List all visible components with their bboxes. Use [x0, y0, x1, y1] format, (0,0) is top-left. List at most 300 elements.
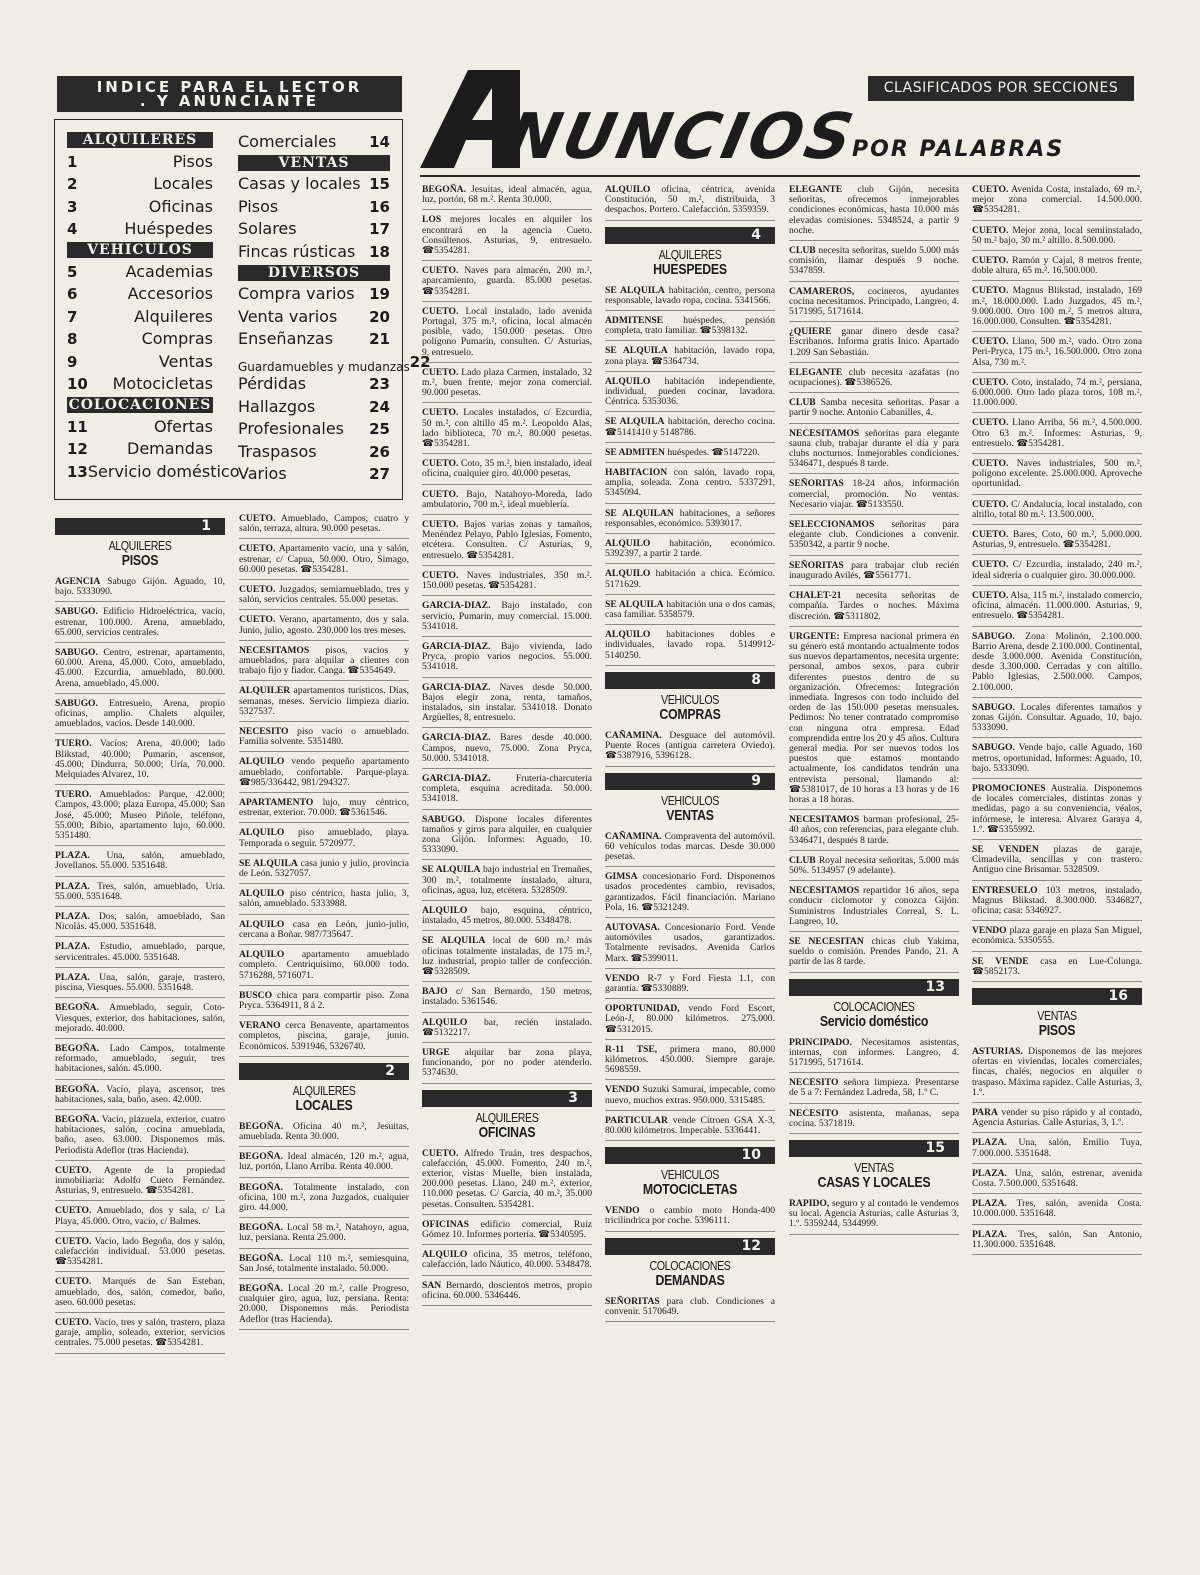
ad-text: habitación a chica. Ecómico. 5171629.: [605, 568, 775, 590]
section-header: [605, 1238, 775, 1289]
ad-keyword: CLUB: [789, 245, 816, 257]
section-title: VENTAS: [1037, 1007, 1077, 1023]
classified-ad: [239, 613, 409, 640]
ad-keyword: ALQUILO: [605, 629, 651, 641]
index-entry-number: 8: [67, 330, 78, 348]
index-entry[interactable]: [67, 195, 213, 218]
classified-ad: [605, 870, 775, 918]
ad-text: Dos, salón, amueblado, San Nicolás. 45.000. 5351648.: [55, 911, 225, 933]
classified-ad: [239, 1120, 409, 1147]
ad-text: Alsa, 115 m.², instalado comercio, oficina, almacén. 11.000.000. Asturias, 9, entresuelo. ☎5354281.: [972, 589, 1142, 622]
index-section-heading: ALQUILERES: [67, 132, 213, 148]
ad-keyword: CUETO.: [55, 1205, 92, 1217]
classified-ad: [239, 1019, 409, 1057]
ad-keyword: PARTICULAR: [605, 1114, 668, 1126]
ad-keyword: PLAZA.: [55, 971, 90, 983]
section-title: ALQUILERES: [658, 246, 722, 262]
classified-ad: [605, 567, 775, 594]
index-entry[interactable]: [67, 460, 240, 483]
ad-text: Bares, Coto, 60 m.², 5.000.000. Asturias, 9, entresuelo. ☎5354281.: [972, 529, 1142, 551]
section-title: VEHICULOS: [661, 1167, 719, 1183]
classified-ad: [239, 1181, 409, 1219]
column-1: [55, 512, 225, 1357]
index-entry[interactable]: [67, 283, 213, 306]
ad-keyword: BEGOÑA.: [422, 184, 466, 195]
ad-text: casa junio y julio, provincia de León. 5327057.: [239, 857, 409, 880]
ad-text: cerca Benavente, apartamentos completos, piscina, garaje, junio. Económicos. 5391946, 5326740.: [239, 1020, 409, 1052]
ad-keyword: CAÑAMINA.: [605, 729, 662, 741]
ad-keyword: ALQUILO: [605, 184, 651, 195]
ad-keyword: CLUB: [789, 854, 816, 866]
index-entry-label: Huéspedes: [124, 219, 213, 238]
ad-text: plaza garaje en plaza San Miguel, económica. 5350555.: [972, 925, 1142, 947]
index-entry[interactable]: [67, 260, 213, 283]
classified-ad: [605, 284, 775, 311]
classified-ad: [789, 589, 959, 627]
ad-text: club necesita azafatas (no ocupaciones). ☎5386526.: [789, 366, 959, 389]
ad-text: Naves industriales, 500 m.², polígono excelente. 25.000.000. Aproveche oportunidad.: [972, 458, 1142, 490]
ad-text: bajo industrial en Tremañes, 300 m.², totalmente instalado, altura, oficinas, agua, luz, etcétera. 5328509.: [422, 864, 592, 896]
ad-text: vender su piso rápido y al contado, Agencia Asturias. Calle Asturias, 3, 1.º.: [972, 1107, 1142, 1129]
classified-ad: [789, 813, 959, 851]
ad-text: Ramón y Cajal, 8 metros frente, doble altura, 65 m.². 16.500.000.: [972, 255, 1142, 277]
ad-keyword: GARCIA-DIAZ.: [422, 681, 491, 693]
classified-ad: [605, 507, 775, 534]
classified-ad: [55, 849, 225, 876]
ad-text: Compraventa del automóvil. 60 vehículos todas marcas. Desde 30.000 pesetas.: [605, 830, 775, 862]
ad-text: Lado plaza Carmen, instalado, 32 m.², buen frente, mejor zona comercial. 90.000 pesetas.: [422, 366, 592, 399]
column-6: [972, 183, 1142, 1258]
ad-keyword: VENDO: [605, 972, 640, 984]
classified-ad: [422, 772, 592, 810]
ad-text: Desguace del automóvil. Puente Roces (antigua carretera Oviedo). ☎5387916, 5396128.: [605, 729, 775, 762]
ad-text: oficina, 35 metros, teléfono, calefacción, lado Náutico, 40.000. 5348478.: [422, 1249, 592, 1271]
ad-keyword: BEGOÑA.: [55, 1002, 99, 1014]
classified-ad: [605, 1295, 775, 1322]
section-number-bar: [605, 773, 775, 790]
ad-keyword: CUETO.: [422, 458, 459, 470]
classified-ad: [972, 254, 1142, 281]
ad-text: huéspedes. ☎5147220.: [664, 446, 760, 458]
ad-keyword: AGENCIA: [55, 576, 101, 587]
ad-text: Tres, salón, San Antonio, 11.300.000. 5351648.: [972, 1228, 1142, 1250]
ad-keyword: SABUGO.: [55, 647, 98, 659]
ad-text: R-7 y Ford Fiesta 1.1, con garantía. ☎5330889.: [605, 972, 775, 994]
ad-keyword: SEÑORITAS: [789, 478, 844, 490]
ad-text: bar, recién instalado. ☎5132217.: [422, 1016, 592, 1038]
ad-keyword: ALQUILO: [422, 1249, 468, 1261]
ad-text: casa en Lue-Colunga. ☎5852173.: [972, 955, 1142, 977]
index-entry-number: 13: [67, 462, 88, 481]
ad-text: Jesuitas, ideal almacén, agua, luz, portón, 68 m.². Renta 30.000.: [422, 184, 592, 206]
ad-text: seguro y al contado le vendemos su local. Agencia Asturias, calle Asturias 3, 1.º. 5359244, 5344999.: [789, 1198, 959, 1230]
ad-keyword: CUETO.: [972, 376, 1009, 388]
section-subtitle: CASAS Y LOCALES: [817, 1174, 931, 1192]
ad-text: Local instalado, lado avenida Portugal, 375 m.², oficina, local almacén posible, vado, 150.000 pesetas. Otro polígono Pumarín, consulten. C/ Asturias, 9, entresuelo.: [422, 305, 592, 358]
ad-text: Bajo, Natahoyo-Moreda, lado ambulatorio, 700 m.², ideal mueblería.: [422, 488, 592, 510]
classified-ad: [789, 1076, 959, 1103]
ad-keyword: RAPIDO,: [789, 1198, 830, 1210]
index-entry-number: 20: [369, 307, 390, 326]
classified-ad: [422, 681, 592, 729]
ad-keyword: ALQUILER: [239, 685, 291, 697]
section-header: [972, 988, 1142, 1039]
ad-keyword: NECESITAMOS: [789, 885, 860, 897]
classified-ad: [972, 183, 1142, 221]
classified-ad: [789, 477, 959, 515]
ad-keyword: CUETO.: [422, 265, 459, 277]
section-header: [239, 1063, 409, 1114]
classified-ad: [55, 737, 225, 785]
index-entry-number: 26: [369, 442, 390, 461]
index-entry-label: Pisos: [172, 151, 213, 171]
ad-text: barman profesional, 25-40 años, con referencias, para elegante club. 5346471, después 8 tarde.: [789, 814, 959, 846]
classified-ad: [55, 880, 225, 907]
classified-ad: [422, 305, 592, 363]
classified-ad: [972, 1106, 1142, 1133]
classified-ad: [789, 183, 959, 241]
ad-keyword: VERANO: [239, 1020, 281, 1032]
ad-text: plazas de garaje, Cimadevilla, sencillas y con trastero. Antiguo cine Brisamar. 5328509.: [972, 843, 1142, 876]
ad-text: Necesitamos asistentas, internas, con informes. Langreo, 4. 5171995, 5171614.: [789, 1036, 959, 1068]
section-number-bar: [605, 1238, 775, 1255]
index-entry[interactable]: [238, 130, 390, 153]
classified-ad: [605, 729, 775, 767]
index-entry-label: Hallazgos: [238, 396, 316, 416]
classified-ad: [789, 854, 959, 881]
index-entry[interactable]: [238, 173, 390, 196]
ad-keyword: CUETO.: [422, 407, 459, 419]
ad-keyword: PLAZA.: [55, 911, 90, 923]
ad-keyword: BEGOÑA.: [239, 1222, 283, 1234]
index-entry[interactable]: [238, 373, 390, 396]
classified-ad: [605, 1002, 775, 1040]
classified-ad: [605, 921, 775, 969]
index-entry[interactable]: [238, 418, 390, 441]
ad-keyword: SELECCIONAMOS: [789, 519, 875, 531]
index-entry-label: Varios: [238, 464, 287, 483]
ad-keyword: APARTAMENTO: [239, 797, 314, 809]
classified-ad: [605, 830, 775, 868]
ad-keyword: CUETO.: [422, 569, 459, 581]
classified-ad: [789, 244, 959, 282]
index-entry[interactable]: [238, 218, 390, 241]
index-entry[interactable]: [67, 350, 213, 373]
classified-ad: [239, 542, 409, 580]
classified-ad: [972, 335, 1142, 373]
ad-text: Entresuelo, Arena, propio oficinas, amplio. Chalets alquiler, amueblados, vacíos. Desde 140.000.: [55, 697, 225, 730]
section-header: [789, 1140, 959, 1191]
ad-text: piso amueblado, playa. Temporada o seguir. 5720977.: [239, 827, 409, 849]
section-number: 16: [1108, 987, 1128, 1004]
classified-ad: [239, 684, 409, 722]
ad-keyword: CAÑAMINA.: [605, 830, 662, 842]
ad-keyword: BEGOÑA.: [239, 1120, 283, 1132]
section-header: [422, 1090, 592, 1141]
index-entry-label: Ofertas: [153, 416, 213, 436]
section-title: ALQUILERES: [108, 538, 172, 553]
ad-keyword: CUETO.: [972, 498, 1009, 510]
classified-ad: [422, 569, 592, 596]
ad-text: vendo pequeño apartamento amueblado, confortable. Parque-playa. ☎985/336442, 981/294327.: [239, 756, 409, 788]
ad-keyword: ALQUILO: [605, 375, 651, 387]
ad-text: Naves desde 50.000. Bajos elegir zona, renta, tamaños, instalados, sin instalar. 5341018. Donato Argüelles, 8, entresuelo.: [422, 681, 592, 724]
ad-keyword: BEGOÑA.: [55, 1042, 99, 1054]
ad-text: Locales diferentes tamaños y zonas Gijón. Consultar. Aguado, 10, bajo. 5333090.: [972, 701, 1142, 734]
ad-keyword: GARCIA-DIAZ.: [422, 640, 491, 652]
index-entry[interactable]: [67, 305, 213, 328]
classified-ad: [605, 183, 775, 221]
ad-keyword: CUETO.: [972, 559, 1009, 571]
classified-ad: [605, 1114, 775, 1141]
section-title: COLOCACIONES: [649, 1257, 731, 1273]
ad-keyword: ALQUILO: [239, 949, 285, 961]
ad-text: Australia. Disponemos de locales comerciales, distintas zonas y medidas, pago a su conveniencia, véalos, infórmese, le interesa. Alvarez Garaya 4, 1.º. ☎5355992.: [972, 782, 1142, 835]
index-entry[interactable]: [238, 395, 390, 418]
ad-keyword: ADMITENSE: [605, 315, 664, 327]
ad-keyword: ALQUILO: [605, 538, 651, 550]
section-tag: CLASIFICADOS POR SECCIONES: [868, 76, 1134, 101]
ad-text: Local 58 m.², Natahoyo, agua, luz, persiana. Renta 25.000.: [239, 1222, 409, 1244]
classified-ad: [55, 697, 225, 735]
classified-ad: [55, 1316, 225, 1354]
section-number-bar: [239, 1063, 409, 1080]
ad-text: cocineros, ayudantes cocina necesitamos. Principado, Langreo, 4. 5171995, 5171614.: [789, 285, 959, 318]
section-header: [605, 227, 775, 278]
classified-ad: [422, 1046, 592, 1084]
index-entry-number: 5: [67, 262, 78, 281]
index-entry-number: 4: [67, 220, 78, 238]
index-box: [54, 119, 431, 500]
classified-ad: [239, 644, 409, 682]
classified-ad: [55, 940, 225, 967]
classified-ad: [972, 498, 1142, 525]
ad-text: Samba necesita señoritas. Pasar a partir 9 noche. Antonio Cabanilles, 4.: [789, 397, 959, 419]
ad-text: oficina, céntrica, avenida Constitución, 50 m.², distribuida, 3 despachos. Portero. Calefacción. 5359359.: [605, 184, 775, 216]
index-entry[interactable]: [238, 283, 390, 306]
index-entry[interactable]: [67, 218, 213, 241]
ad-keyword: SE VENDE: [972, 955, 1029, 967]
classified-ad: [55, 1113, 225, 1161]
ad-text: casa en León, junio-julio, cercana a Boñar. 987/735647.: [239, 918, 409, 940]
index-entry[interactable]: [238, 440, 390, 463]
classified-ad: [239, 796, 409, 823]
index-entry[interactable]: [238, 305, 390, 328]
index-entry[interactable]: [67, 328, 213, 351]
index-section-heading: DIVERSOS: [238, 265, 390, 281]
index-entry[interactable]: [238, 240, 390, 263]
index-entry-number: 18: [369, 242, 390, 261]
ad-text: Oficina 40 m.², Jesuitas, amueblada. Renta 30.000.: [239, 1120, 409, 1142]
ad-keyword: CAMAREROS,: [789, 285, 855, 297]
classified-ad: [55, 575, 225, 602]
ad-keyword: ¿QUIERE: [789, 326, 832, 338]
ad-text: c/ San Bernardo, 150 metros, instalado. 5361546.: [422, 986, 592, 1008]
ad-text: Locales instalados, c/ Ezcurdia, 50 m.², con altillo 45 m.². Leopoldo Alas, lado biblioteca, 70 m.². 80.000 pesetas. ☎5354281.: [422, 407, 592, 450]
ad-text: con salón, lavado ropa, amplia, soleada. Zona centro. 5337291, 5345094.: [605, 467, 775, 499]
big-a-letter: A: [420, 70, 421, 71]
ad-keyword: NECESITO: [239, 726, 289, 738]
index-entry[interactable]: [67, 173, 213, 196]
section-subtitle: OFICINAS: [478, 1123, 536, 1141]
ad-text: Edificio Hidroeléctrica, vacío, estrenar, 100.000. Arena, amueblado, 65.000, servicios centrales.: [55, 606, 225, 638]
classified-ad: [972, 1136, 1142, 1163]
ad-text: Amueblado, dos y sala, c/ La Playa, 45.000. Otro, vacío, c/ Balmes.: [55, 1205, 225, 1227]
ad-keyword: CUETO.: [972, 255, 1009, 267]
index-entry-number: 6: [67, 285, 78, 303]
ad-text: habitación, derecho cocina. ☎5141410 y 5148786.: [605, 416, 775, 438]
index-entry-label: Academias: [125, 261, 213, 281]
ad-text: Coto, instalado, 74 m.², persiana, 6.000.000. Otro lado plaza toros, 108 m.², 11.000.000.: [972, 376, 1142, 409]
classified-ad: [239, 755, 409, 793]
ad-keyword: R-11 TSE,: [605, 1043, 658, 1055]
section-number: 13: [925, 978, 945, 995]
index-left-column: [67, 130, 240, 483]
index-entry-label: Compra varios: [238, 284, 355, 303]
ad-keyword: URGENTE:: [789, 630, 840, 642]
ad-keyword: SE ALQUILA: [605, 345, 668, 357]
section-number-bar: [972, 988, 1142, 1005]
index-entry-number: 22: [409, 352, 431, 371]
classified-ad: [789, 559, 959, 586]
ad-text: Vacío, lado Begoña, dos y salón, calefacción individual. 53.000 pesetas. ☎5354281.: [55, 1235, 225, 1268]
ad-keyword: PLAZA.: [972, 1167, 1007, 1179]
classified-ad: [972, 924, 1142, 951]
ad-keyword: NECESITAMOS: [789, 427, 860, 439]
ad-keyword: HABITACION: [605, 467, 668, 479]
ad-text: piso vacío o amueblado. Familia solvente. 5351480.: [239, 726, 409, 748]
ad-text: señoritas para elegante club. Condiciones a convenir. 5350342, a partir 9 noche.: [789, 519, 959, 551]
classified-ad: [972, 884, 1142, 922]
classified-ad: [239, 1221, 409, 1248]
ad-text: Bajos varias zonas y tamaños, Menéndez Pelayo, Pablo Iglesias, Fomento, etcétera. Consulten. C/ Asturias, 9, entresuelo. ☎5354281.: [422, 519, 592, 561]
classified-ad: [422, 406, 592, 454]
index-entry-label: Guardamuebles y mudanzas: [238, 359, 410, 374]
ad-text: huéspedes, pensión completa, trato familiar. ☎5398132.: [605, 315, 775, 337]
ad-text: Vende bajo, calle Aguado, 160 metros, oportunidad. Informes: Aguado, 10, bajo. 5333090.: [972, 742, 1142, 774]
index-entry[interactable]: [238, 350, 431, 374]
classified-ad: [422, 934, 592, 982]
classified-ad: [972, 1197, 1142, 1224]
classified-ad: [55, 1083, 225, 1110]
ad-text: habitación, centro, persona responsable, lavado ropa, cocina. 5341566.: [605, 284, 775, 306]
section-title: VENTAS: [854, 1160, 894, 1176]
ad-keyword: PLAZA.: [972, 1137, 1007, 1149]
ad-keyword: PLAZA.: [972, 1198, 1007, 1210]
ad-text: lujo, muy céntrico, estrenar, exterior. 70.000. ☎5361546.: [239, 797, 409, 819]
classified-ad: [605, 628, 775, 666]
ad-text: para club. Condiciones a convenir. 5170649.: [605, 1295, 775, 1317]
index-entry[interactable]: [67, 438, 213, 461]
ad-text: C/ Andalucía, local instalado, con altillo, total 80 m.². 13.500.000.: [972, 498, 1142, 520]
classified-ad: [972, 741, 1142, 779]
section-number: 9: [751, 772, 761, 789]
ad-text: piso céntrico, hasta julio, 3, salón, amueblado. 5333988.: [239, 888, 409, 910]
section-header: [605, 672, 775, 723]
ad-keyword: ENTRESUELO: [972, 884, 1038, 896]
section-number-bar: [789, 1140, 959, 1157]
classified-ad: [422, 1248, 592, 1275]
ad-keyword: CUETO.: [239, 584, 276, 596]
ad-text: primera mano, 80.000 kilómetros. 450.000. Siempre garaje. 5698559.: [605, 1043, 776, 1076]
ad-keyword: BEGOÑA.: [239, 1181, 283, 1193]
index-entry[interactable]: [67, 415, 213, 438]
ad-keyword: VENDO: [605, 1205, 640, 1217]
ad-keyword: PLAZA.: [55, 941, 90, 953]
classified-ad: [239, 1282, 409, 1330]
ad-text: Una, salón, estrenar, avenida Costa. 7.500.000. 5351648.: [972, 1167, 1142, 1190]
classified-ad: [789, 884, 959, 932]
banner-word: NUNCIOS: [500, 100, 863, 173]
section-title: ALQUILERES: [475, 1109, 539, 1125]
ad-text: habitación independiente, individual, pueden cocinar, lavadora. Céntrica. 5353036.: [605, 375, 775, 408]
ad-keyword: SE VENDEN: [972, 843, 1039, 855]
index-entry[interactable]: [67, 150, 213, 173]
classified-ad: [789, 518, 959, 556]
classified-ad: [422, 985, 592, 1012]
ad-keyword: PLAZA.: [55, 850, 90, 862]
index-entry-label: Accesorios: [127, 284, 213, 303]
classified-ad: [972, 630, 1142, 698]
ad-keyword: SAN: [422, 1279, 442, 1291]
ad-text: concesionario Ford. Disponemos usados procedentes cambio, revisados, garantizados. Fácil financiación. Mariano Pola, 16. ☎5321249.: [605, 871, 775, 913]
ad-keyword: VENDO: [972, 925, 1007, 937]
ad-text: club Gijón, necesita señoritas, ofrecemos inmejorables condiciones económicas, hasta 10.000 más elevadas comisiones. 5348524, a partir 9 noche.: [789, 184, 959, 236]
index-entry-number: 24: [369, 397, 390, 416]
classified-ad: [789, 1107, 959, 1134]
classified-ad: [239, 512, 409, 539]
classified-ad: [972, 284, 1142, 332]
index-entry[interactable]: [238, 195, 390, 218]
ad-text: Tres, salón, amueblado, Uría. 55.000. 5351648.: [55, 880, 225, 902]
index-entry-number: 11: [67, 417, 88, 436]
index-entry[interactable]: [238, 463, 390, 486]
ad-text: Sabugo Gijón. Aguado, 10, bajo. 5333090.: [55, 576, 225, 598]
ad-text: Una, salón, garaje, trastero, piscina, Viesques. 55.000. 5351648.: [55, 971, 225, 994]
ad-keyword: CUETO.: [972, 224, 1009, 236]
ad-text: vende Citroen GSA X-3, 80.000 kilómetros. Impecable. 5336441.: [605, 1114, 775, 1136]
classified-ad: [422, 813, 592, 861]
classified-ad: [239, 1150, 409, 1177]
section-subtitle: LOCALES: [295, 1096, 353, 1114]
ad-keyword: GARCIA-DIAZ.: [422, 600, 491, 612]
ad-text: Suzuki Samurai, impecable, como nuevo, muchos extras. 950.000. 5315485.: [605, 1084, 775, 1106]
section-subtitle: COMPRAS: [659, 705, 721, 723]
section-number: 8: [751, 671, 761, 688]
ad-text: Agente de la propiedad inmobiliaria: Adolfo Cueto Fernández. Asturias, 9, entresuelo. ☎5354281.: [55, 1164, 225, 1197]
column-4: [605, 183, 775, 1325]
index-entry-label: Compras: [141, 329, 213, 348]
index-entry-number: 10: [67, 375, 88, 393]
ad-keyword: VENDO: [605, 1084, 640, 1096]
classified-ad: [605, 415, 775, 442]
classified-ad: [55, 605, 225, 643]
index-entry[interactable]: [67, 373, 213, 396]
ad-keyword: CUETO.: [239, 513, 276, 524]
ad-keyword: CUETO.: [422, 1147, 459, 1159]
classified-ad: [55, 1235, 225, 1273]
index-entry[interactable]: [238, 328, 390, 351]
classified-ad: [422, 457, 592, 484]
classified-ad: [972, 416, 1142, 454]
index-entry-label: Pisos: [238, 196, 279, 216]
ad-text: mejores locales en alquiler los encontrará en la agencia Cueto. Consúltenos. Asturias, 9, entresuelo. ☎5354281.: [422, 214, 592, 257]
ad-text: Juzgados, semiamueblado, tres y salón, servicios centrales. 55.000 pesetas.: [239, 584, 409, 606]
ad-text: C/ Ezcurdia, instalado, 240 m.², ideal sidrería o cualquier giro. 30.000.000.: [972, 559, 1142, 581]
ad-text: Una, salón, amueblado, Jovellanos. 55.000. 5351648.: [55, 850, 225, 872]
ad-keyword: ELEGANTE: [789, 184, 843, 195]
classified-ad: [239, 948, 409, 986]
